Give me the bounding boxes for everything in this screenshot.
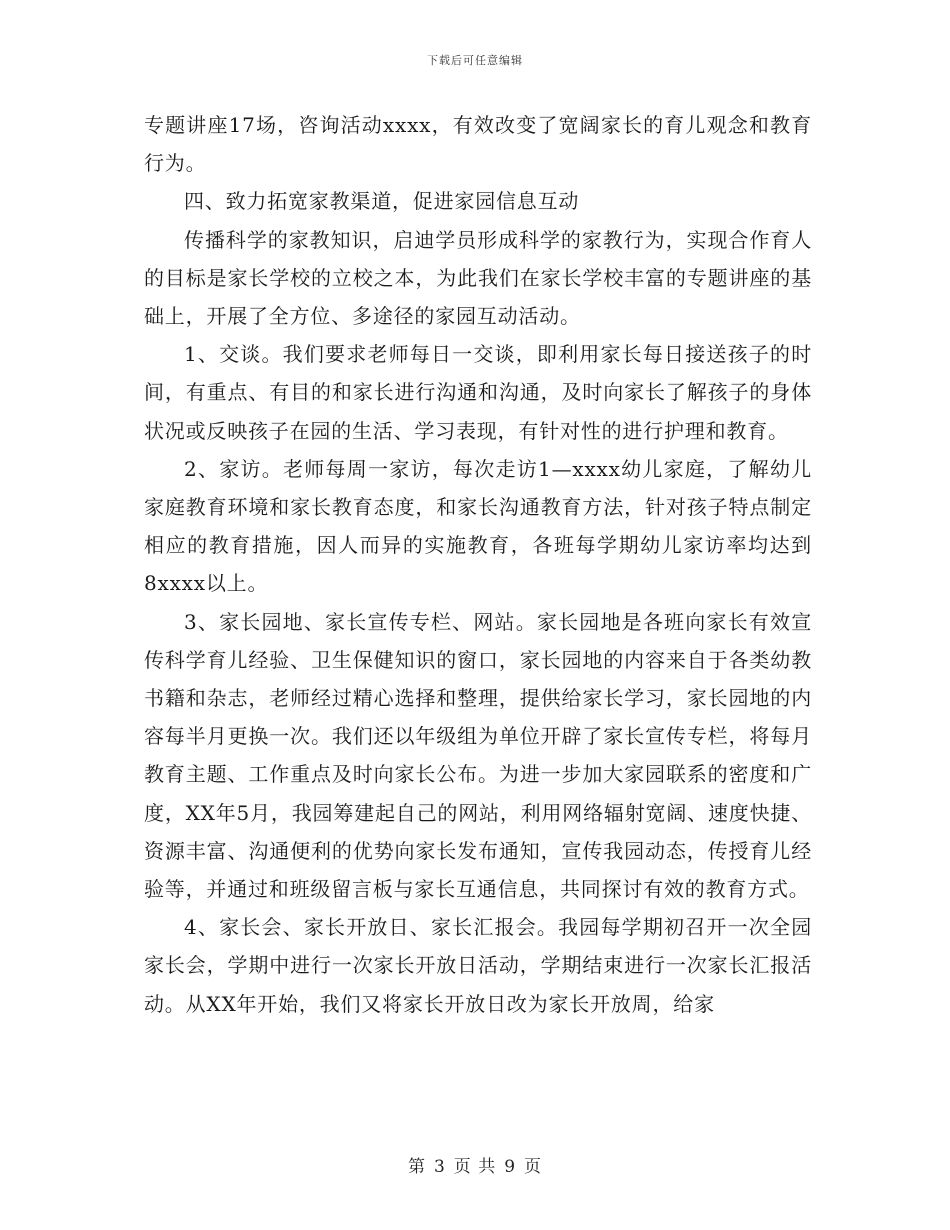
footer-suffix: 页: [524, 1157, 543, 1177]
section-heading: 四、致力拓宽家教渠道，促进家园信息互动: [184, 189, 580, 214]
page-header-note: 下载后可任意编辑: [427, 54, 523, 67]
paragraph-parent-meeting: 4、家长会、家长开放日、家长汇报会。我园每学期初召开一次全园家长会，学期中进行一次家长开放日活动，学期结束进行一次家长汇报活动。从XX年开始，我们又将家长开放日改为家长开放周，给家: [144, 915, 812, 1016]
footer-page-number: 3: [433, 1157, 446, 1177]
paragraph-parent-garden: 3、家长园地、家长宣传专栏、网站。家长园地是各班向家长有效宣传科学育儿经验、卫生保健知识的窗口，家长园地的内容来自于各类幼教书籍和杂志，老师经过精心选择和整理，提供给家长学习，家长园地的内容每半月更换一次。我们还以年级组为单位开辟了家长宣传专栏，将每月教育主题、工作重点及时向家长公布。为进一步加大家园联系的密度和广度，XX年5月，我园筹建起自己的网站，利用网络辐射宽阔、速度快捷、资源丰富、沟通便利的优势向家长发布通知，宣传我园动态，传授育儿经验等，并通过和班级留言板与家长互通信息，共同探讨有效的教育方式。: [144, 609, 812, 902]
paragraph-home-visit: 2、家访。老师每周一家访，每次走访1—xxxx幼儿家庭，了解幼儿家庭教育环境和家长教育态度，和家长沟通教育方法，针对孩子特点制定相应的教育措施，因人而异的实施教育，各班每学期幼儿家访率均达到8xxxx以上。: [144, 456, 812, 596]
footer-prefix: 第: [407, 1157, 426, 1177]
footer-middle: 页 共: [453, 1157, 497, 1177]
paragraph-1: 专题讲座17场，咨询活动xxxx，有效改变了宽阔家长的育儿观念和教育行为。: [144, 113, 812, 176]
paragraph-3: 传播科学的家教知识，启迪学员形成科学的家教行为，实现合作育人的目标是家长学校的立校之本，为此我们在家长学校丰富的专题讲座的基础上，开展了全方位、多途径的家园互动活动。: [144, 227, 812, 329]
document-body: [144, 106, 812, 1023]
paragraph-talk: 1、交谈。我们要求老师每日一交谈，即利用家长每日接送孩子的时间，有重点、有目的和家长进行沟通和沟通，及时向家长了解孩子的身体状况或反映孩子在园的生活、学习表现，有针对性的进行护理和教育。: [144, 342, 812, 443]
page-footer: [0, 1152, 950, 1177]
footer-total-pages: 9: [504, 1157, 517, 1177]
